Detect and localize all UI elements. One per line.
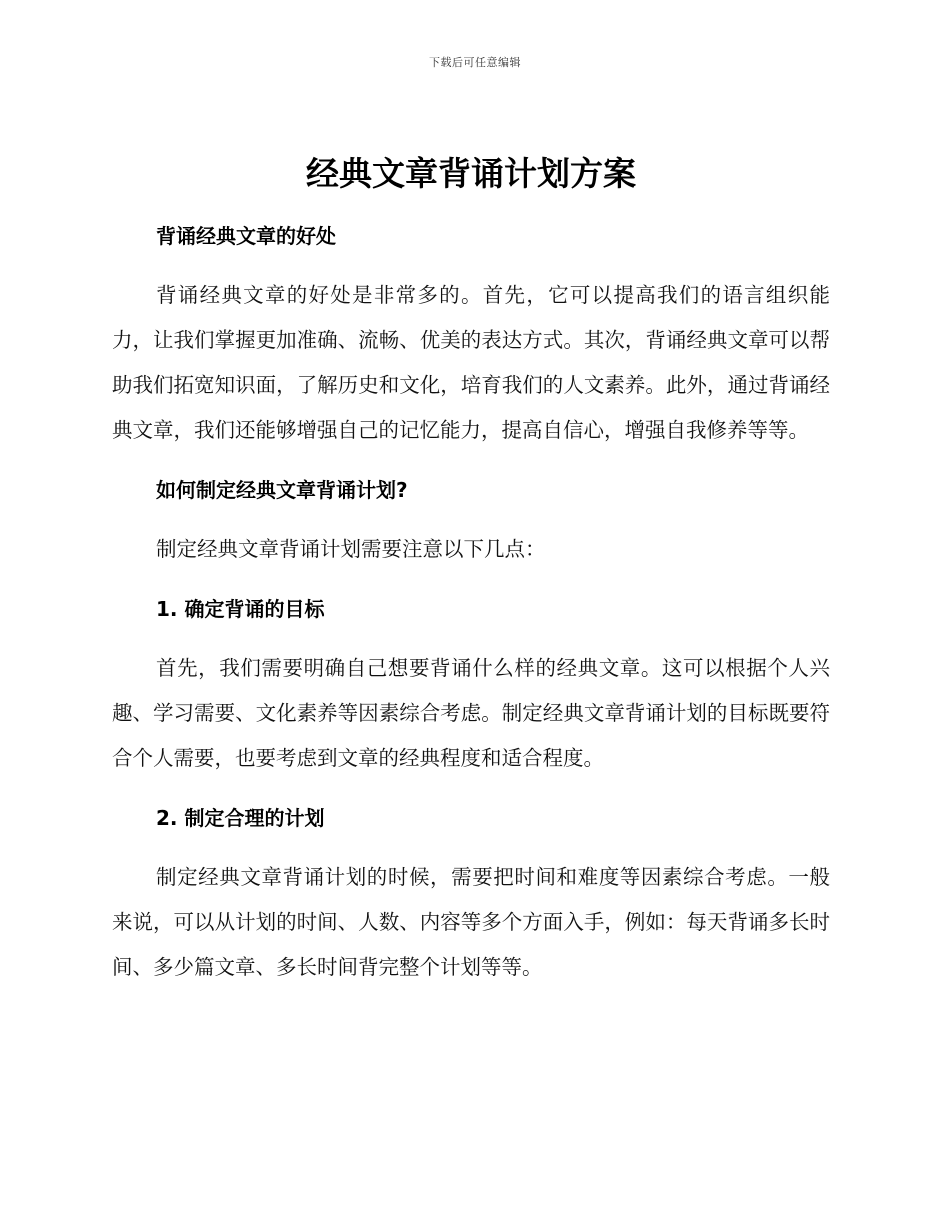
document-title: 经典文章背诵计划方案 xyxy=(306,154,636,193)
document-body xyxy=(112,148,830,1005)
paragraph-set-goal: 首先，我们需要明确自己想要背诵什么样的经典文章。这可以根据个人兴趣、学习需要、文化素养等因素综合考虑。制定经典文章背诵计划的目标既要符合个人需要，也要考虑到文章的经典程度和适合程度。 xyxy=(112,656,830,770)
section-heading-reasonable-plan: 2. 制定合理的计划 xyxy=(156,806,325,830)
paragraph-benefits: 背诵经典文章的好处是非常多的。首先，它可以提高我们的语言组织能力，让我们掌握更加准确、流畅、优美的表达方式。其次，背诵经典文章可以帮助我们拓宽知识面，了解历史和文化，培育我们的人文素养。此外，通过背诵经典文章，我们还能够增强自己的记忆能力，提高自信心，增强自我修养等等。 xyxy=(112,283,830,442)
section-heading-benefits: 背诵经典文章的好处 xyxy=(156,224,336,248)
section-heading-set-goal: 1. 确定背诵的目标 xyxy=(156,597,325,621)
page-header-note: 下载后可任意编辑 xyxy=(429,56,521,69)
paragraph-reasonable-plan: 制定经典文章背诵计划的时候，需要把时间和难度等因素综合考虑。一般来说，可以从计划的时间、人数、内容等多个方面入手，例如：每天背诵多长时间、多少篇文章、多长时间背完整个计划等等。 xyxy=(112,865,830,979)
section-heading-how-to-plan: 如何制定经典文章背诵计划? xyxy=(156,478,408,502)
paragraph-how-to-plan: 制定经典文章背诵计划需要注意以下几点： xyxy=(156,537,546,561)
